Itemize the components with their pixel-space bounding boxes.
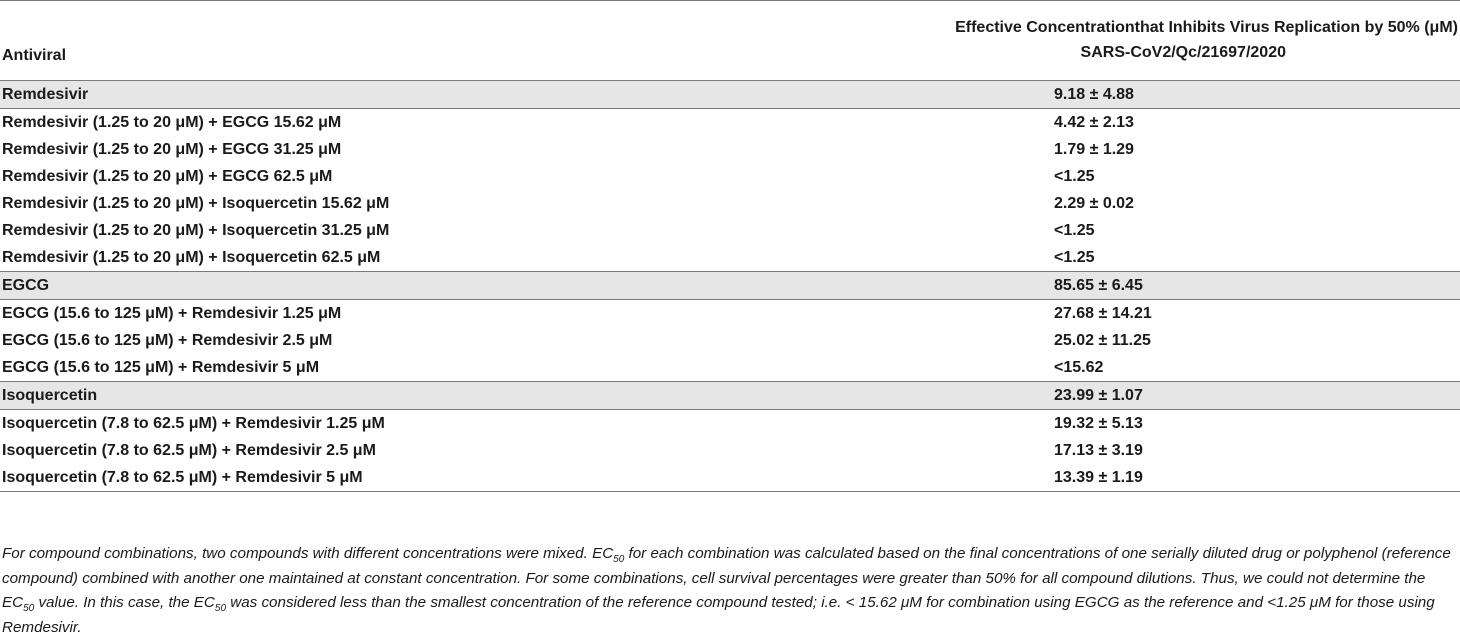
table-row [0, 109, 1460, 137]
antiviral-cell: Remdesivir (1.25 to 20 μM) + EGCG 15.62 μM [2, 114, 342, 131]
ec50-cell: 25.02 ± 11.25 [1054, 332, 1151, 349]
ec50-cell: <1.25 [1054, 249, 1095, 266]
antiviral-cell: Remdesivir (1.25 to 20 μM) + EGCG 62.5 μM [2, 168, 333, 185]
table-row [0, 244, 1460, 272]
header-antiviral: Antiviral [2, 47, 67, 64]
antiviral-cell: Isoquercetin [0, 382, 810, 410]
table-group-row [0, 81, 1460, 109]
table-row [0, 464, 1460, 492]
table-row [0, 190, 1460, 217]
table-row [0, 163, 1460, 190]
antiviral-cell: Remdesivir [0, 81, 810, 109]
antiviral-cell: EGCG [0, 272, 810, 300]
header-ec50 [810, 1, 1460, 81]
table-header [0, 1, 1460, 81]
antiviral-cell: EGCG (15.6 to 125 μM) + Remdesivir 5 μM [2, 359, 320, 376]
footnote-text-3: value. In this case, the EC [34, 594, 215, 611]
footnote-sub-3: 50 [214, 603, 227, 615]
table-footnote [2, 542, 1458, 640]
ec50-cell: 17.13 ± 3.19 [1054, 442, 1143, 459]
antiviral-cell: Remdesivir (1.25 to 20 μM) + Isoquercetin 62.5 μM [2, 249, 381, 266]
antiviral-cell: Remdesivir (1.25 to 20 μM) + Isoquercetin 15.62 μM [2, 195, 390, 212]
footnote-text-2: for each combination was calculated based on the final concentrations of one serially diluted drug or polyphenol (reference compound) combined with another one maintained at constant concentration. For some combinations, cell survival percentages were greater than 50% for all compound dilutions. Thus, we could not determine the EC [2, 545, 1451, 611]
ec50-cell: 19.32 ± 5.13 [1054, 415, 1143, 432]
table-row [0, 354, 1460, 382]
ec50-cell: 13.39 ± 1.19 [810, 464, 1460, 492]
table-row [0, 410, 1460, 438]
ec50-cell: 85.65 ± 6.45 [810, 272, 1460, 300]
antiviral-cell: Isoquercetin (7.8 to 62.5 μM) + Remdesivir 2.5 μM [2, 442, 376, 459]
antiviral-cell: EGCG (15.6 to 125 μM) + Remdesivir 2.5 μM [2, 332, 333, 349]
table-group-row [0, 272, 1460, 300]
table-row [0, 437, 1460, 464]
footnote-sub-2: 50 [23, 603, 35, 615]
ec50-cell: 27.68 ± 14.21 [1054, 305, 1152, 322]
ec50-cell: 4.42 ± 2.13 [1054, 114, 1134, 131]
header-ec50-line1: Effective Concentrationthat Inhibits Virus Replication by 50% (μM) [955, 19, 1458, 36]
table-row [0, 136, 1460, 163]
table-row [0, 300, 1460, 328]
ec50-cell: 23.99 ± 1.07 [810, 382, 1460, 410]
antiviral-cell: EGCG (15.6 to 125 μM) + Remdesivir 1.25 μM [2, 305, 342, 322]
ec50-cell: <1.25 [1054, 222, 1095, 239]
antiviral-cell: Remdesivir (1.25 to 20 μM) + Isoquercetin 31.25 μM [2, 222, 390, 239]
table-group-row [0, 382, 1460, 410]
ec50-cell: 1.79 ± 1.29 [1054, 141, 1134, 158]
antiviral-cell: Remdesivir (1.25 to 20 μM) + EGCG 31.25 μM [2, 141, 342, 158]
ec50-cell: 2.29 ± 0.02 [1054, 195, 1134, 212]
table-body [0, 81, 1460, 492]
footnote-sub-1: 50 [613, 554, 625, 566]
table-row [0, 327, 1460, 354]
antiviral-cell: Isoquercetin (7.8 to 62.5 μM) + Remdesivir 5 μM [0, 464, 810, 492]
ec50-cell: 9.18 ± 4.88 [810, 81, 1460, 109]
ec50-cell: <15.62 [1054, 359, 1104, 376]
antiviral-cell: Isoquercetin (7.8 to 62.5 μM) + Remdesivir 1.25 μM [2, 415, 385, 432]
ec50-cell: <1.25 [1054, 168, 1095, 185]
header-ec50-line2: SARS-CoV2/Qc/21697/2020 [1080, 44, 1286, 61]
footnote-text-1: For compound combinations, two compounds with different concentrations were mixed. EC [2, 545, 614, 562]
table-row [0, 217, 1460, 244]
footnote-text-4: was considered less than the smallest concentration of the reference compound tested; i.e. < 15.62 μM for combination using EGCG as the reference and <1.25 μM for those using Remdesivir. [2, 594, 1435, 636]
